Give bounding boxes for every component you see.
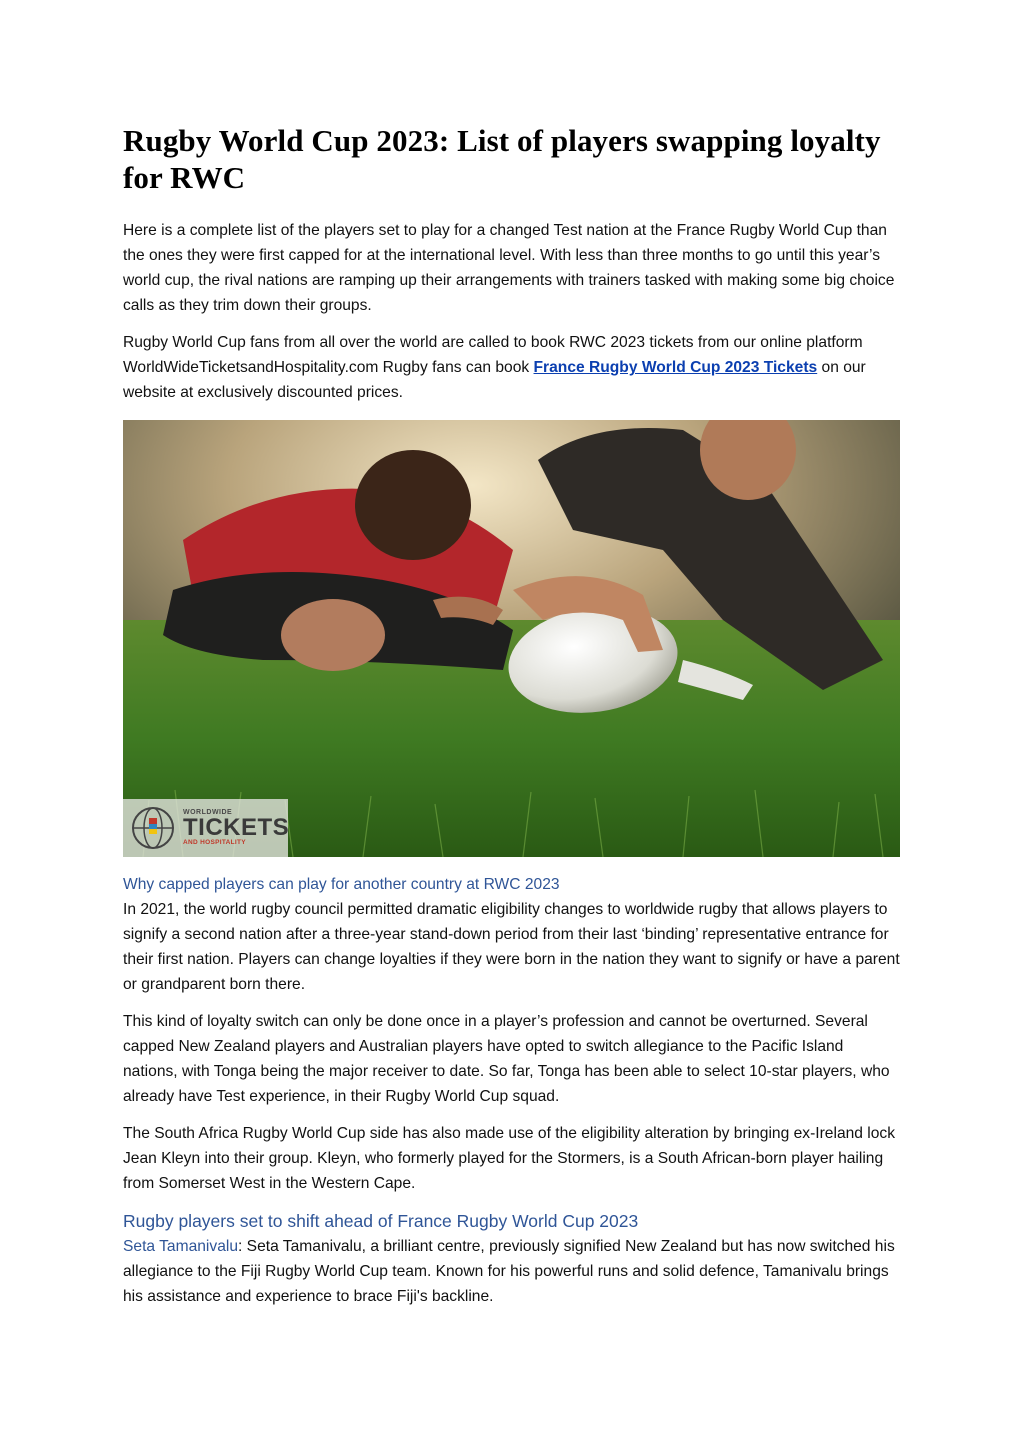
player-head-center: [355, 450, 471, 560]
rugby-photo: [123, 420, 900, 857]
section1-paragraph-2: This kind of loyalty switch can only be done once in a player’s profession and cannot be overturned. Several capped New Zealand players and Australian players have opted to switch allegiance to the Pacific Island nations, with Tonga being the major receiver to date. So far, Tonga has been able to select 10-star players, who already have Test experience, in their Rugby World Cup squad.: [123, 1013, 890, 1105]
player-head-tackled: [281, 599, 385, 671]
section2-heading: Rugby players set to shift ahead of France Rugby World Cup 2023: [123, 1211, 639, 1231]
promo-text-before: Rugby World Cup fans from all over the world are called to book RWC 2023 tickets from our online platform WorldWideTicketsandHospitality.com Rugby fans can book: [123, 334, 863, 376]
logo-top-text: WORLDWIDE: [183, 809, 233, 817]
player-description: : Seta Tamanivalu, a brilliant centre, previously signified New Zealand but has now switched his allegiance to the Fiji Rugby World Cup team. Known for his powerful runs and solid defence, Tamanivalu brings his assistance and experience to brace Fiji's backline.: [123, 1238, 895, 1305]
article: [123, 122, 900, 1321]
logo-main-text: TICKETS: [183, 814, 290, 842]
promo-paragraph: [123, 330, 900, 405]
section1-paragraph-1: In 2021, the world rugby council permitted dramatic eligibility changes to worldwide rugby that allows players to signify a second nation after a three-year stand-down period from their last ‘binding’ representative entrance for their first nation. Players can change loyalties if they were born in the nation they want to signify or have a parent or grandparent born there.: [123, 901, 900, 993]
globe-icon: [127, 804, 179, 852]
player-paragraph: [123, 1234, 900, 1309]
rugby-scene-illustration: [123, 420, 900, 857]
section1-heading: Why capped players can play for another country at RWC 2023: [123, 876, 560, 893]
logo-wordmark: [183, 809, 289, 847]
intro-paragraph: Here is a complete list of the players set to play for a changed Test nation at the France Rugby World Cup than the ones they were first capped for at the international level. With less than three months to go until this year’s world cup, the rival nations are ramping up their arrangements with trainers tasked with making some big choice calls as they trim down their groups.: [123, 222, 895, 314]
tickets-link[interactable]: France Rugby World Cup 2023 Tickets: [533, 359, 818, 376]
watermark-logo: [123, 799, 288, 857]
article-title: Rugby World Cup 2023: List of players swapping loyalty for RWC: [123, 123, 881, 195]
section1-paragraph-3: The South Africa Rugby World Cup side has also made use of the eligibility alteration by bringing ex-Ireland lock Jean Kleyn into their group. Kleyn, who formerly played for the Stormers, is a South African-born player hailing from Somerset West in the Western Cape.: [123, 1125, 896, 1192]
logo-bottom-text: AND HOSPITALITY: [183, 839, 246, 847]
promo-text-after: on our website at exclusively discounted prices.: [123, 359, 866, 401]
player-name: Seta Tamanivalu: [123, 1238, 239, 1255]
